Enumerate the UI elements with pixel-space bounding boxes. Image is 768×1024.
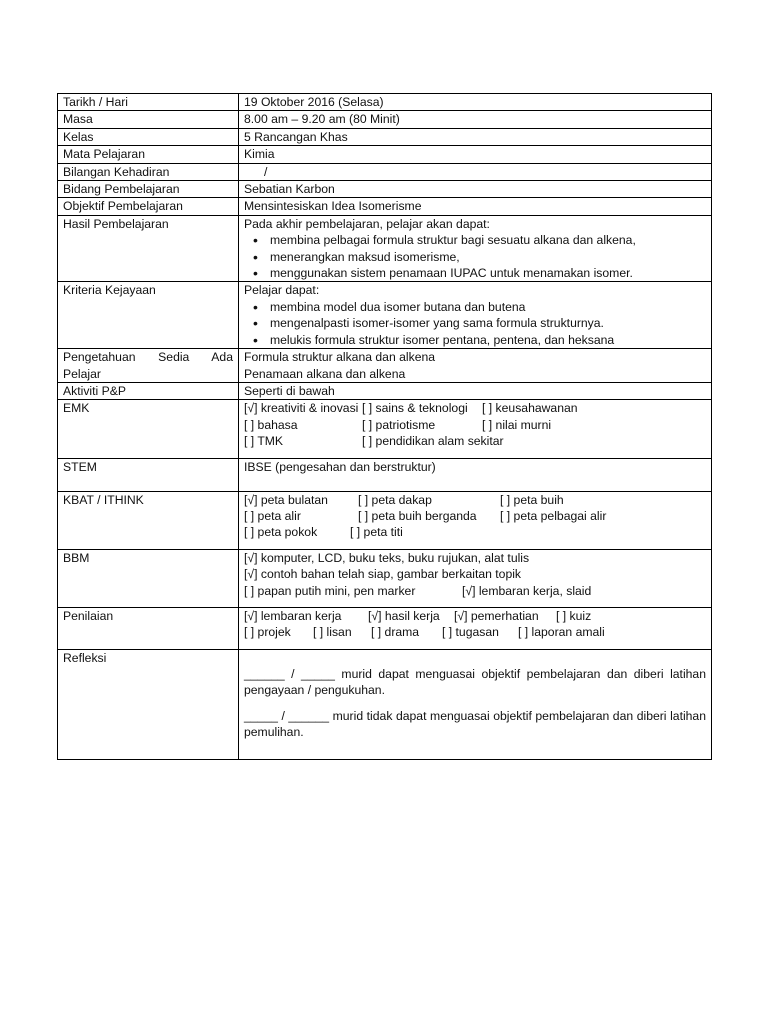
bbm-option-checked: [√] lembaran kerja, slaid bbox=[462, 583, 592, 598]
kbat-option: [ ] peta pokok bbox=[244, 525, 318, 540]
penilaian-option: [ ] tugasan bbox=[442, 625, 499, 640]
row-bidang bbox=[58, 181, 712, 198]
value-penilaian bbox=[239, 607, 712, 649]
kriteria-bullet: • melukis formula struktur isomer pentana, pentena, dan heksana bbox=[244, 332, 706, 348]
kriteria-bullet: • mengenalpasti isomer-isomer yang sama formula strukturnya. bbox=[244, 315, 706, 331]
kbat-option: [ ] peta dakap bbox=[358, 492, 432, 507]
row-kbat bbox=[58, 491, 712, 549]
label-kelas: Kelas bbox=[58, 128, 239, 145]
pengetahuan-line: Formula struktur alkana dan alkena bbox=[244, 350, 436, 365]
emk-option-checked: [√] kreativiti & inovasi bbox=[244, 401, 359, 416]
row-penilaian bbox=[58, 607, 712, 649]
hasil-intro: Pada akhir pembelajaran, pelajar akan dapat: bbox=[244, 216, 490, 231]
kriteria-intro: Pelajar dapat: bbox=[244, 283, 320, 298]
emk-option: [ ] bahasa bbox=[244, 417, 298, 432]
value-refleksi bbox=[239, 649, 712, 760]
penilaian-option-checked: [√] lembaran kerja bbox=[244, 608, 342, 623]
label-mata-pelajaran: Mata Pelajaran bbox=[58, 146, 239, 163]
row-bilangan-kehadiran bbox=[58, 163, 712, 180]
label-bidang: Bidang Pembelajaran bbox=[58, 181, 239, 198]
kbat-option-checked: [√] peta bulatan bbox=[244, 492, 328, 507]
penilaian-option-checked: [√] hasil kerja bbox=[368, 608, 440, 623]
label-bbm: BBM bbox=[58, 549, 239, 607]
row-mata-pelajaran bbox=[58, 146, 712, 163]
value-bidang: Sebatian Karbon bbox=[239, 181, 712, 198]
refleksi-paragraph-2: _____ / ______ murid tidak dapat menguasai objektif pembelajaran dan diberi latihan pemulihan. bbox=[244, 708, 706, 739]
row-emk bbox=[58, 400, 712, 458]
value-bbm bbox=[239, 549, 712, 607]
penilaian-option: [ ] lisan bbox=[313, 625, 352, 640]
value-objektif: Mensintesiskan Idea Isomerisme bbox=[239, 198, 712, 215]
penilaian-option: [ ] laporan amali bbox=[518, 625, 605, 640]
value-aktiviti: Seperti di bawah bbox=[239, 382, 712, 399]
value-pengetahuan bbox=[239, 349, 712, 383]
attendance-slash: / bbox=[264, 164, 268, 179]
label-refleksi: Refleksi bbox=[58, 649, 239, 760]
emk-option: [ ] TMK bbox=[244, 434, 284, 449]
row-masa bbox=[58, 111, 712, 128]
label-aktiviti: Aktiviti P&P bbox=[58, 382, 239, 399]
penilaian-option-checked: [√] pemerhatian bbox=[454, 608, 539, 623]
label-kbat: KBAT / ITHINK bbox=[58, 491, 239, 549]
row-bbm bbox=[58, 549, 712, 607]
emk-option: [ ] sains & teknologi bbox=[362, 401, 468, 416]
label-masa: Masa bbox=[58, 111, 239, 128]
kriteria-bullet: • membina model dua isomer butana dan butena bbox=[244, 299, 706, 315]
bbm-option-checked: [√] contoh bahan telah siap, gambar berkaitan topik bbox=[244, 567, 522, 582]
row-kriteria bbox=[58, 282, 712, 349]
row-kelas bbox=[58, 128, 712, 145]
kbat-option: [ ] peta buih bbox=[500, 492, 564, 507]
row-refleksi bbox=[58, 649, 712, 760]
label-stem: STEM bbox=[58, 458, 239, 491]
label-penilaian: Penilaian bbox=[58, 607, 239, 649]
emk-option: [ ] nilai murni bbox=[482, 417, 552, 432]
value-bilangan-kehadiran bbox=[239, 163, 712, 180]
hasil-bullet: • membina pelbagai formula struktur bagi sesuatu alkana dan alkena, bbox=[244, 232, 706, 248]
row-hasil bbox=[58, 215, 712, 282]
label-bilangan-kehadiran: Bilangan Kehadiran bbox=[58, 163, 239, 180]
label-emk: EMK bbox=[58, 400, 239, 458]
penilaian-option: [ ] kuiz bbox=[556, 608, 592, 623]
bbm-option: [ ] papan putih mini, pen marker bbox=[244, 583, 416, 598]
kbat-option: [ ] peta pelbagai alir bbox=[500, 508, 607, 523]
row-tarikh bbox=[58, 94, 712, 111]
kbat-option: [ ] peta buih berganda bbox=[358, 508, 477, 523]
kbat-option: [ ] peta titi bbox=[350, 525, 403, 540]
pengetahuan-line: Penamaan alkana dan alkena bbox=[244, 366, 406, 381]
value-hasil bbox=[239, 215, 712, 282]
value-stem: IBSE (pengesahan dan berstruktur) bbox=[239, 458, 712, 491]
value-kbat bbox=[239, 491, 712, 549]
label-kriteria: Kriteria Kejayaan bbox=[58, 282, 239, 349]
kbat-option: [ ] peta alir bbox=[244, 508, 301, 523]
row-aktiviti bbox=[58, 382, 712, 399]
bbm-line bbox=[244, 583, 706, 599]
penilaian-option: [ ] drama bbox=[371, 625, 420, 640]
refleksi-paragraph-1: ______ / _____ murid dapat menguasai objektif pembelajaran dan diberi latihan pengayaan / pengukuhan. bbox=[244, 666, 706, 698]
value-kriteria bbox=[239, 282, 712, 349]
lesson-plan-table bbox=[57, 93, 712, 760]
bbm-option-checked: [√] komputer, LCD, buku teks, buku rujukan, alat tulis bbox=[244, 550, 530, 565]
row-pengetahuan bbox=[58, 349, 712, 383]
label-hasil: Hasil Pembelajaran bbox=[58, 215, 239, 282]
hasil-bullet: • menerangkan maksud isomerisme, bbox=[244, 249, 706, 265]
value-emk bbox=[239, 400, 712, 458]
label-objektif: Objektif Pembelajaran bbox=[58, 198, 239, 215]
label-pengetahuan: Pengetahuan Sedia Ada Pelajar bbox=[58, 349, 239, 383]
emk-options bbox=[244, 400, 706, 449]
hasil-bullet: • menggunakan sistem penamaan IUPAC untuk menamakan isomer. bbox=[244, 265, 706, 281]
penilaian-option: [ ] projek bbox=[244, 625, 291, 640]
penilaian-line bbox=[244, 624, 706, 640]
penilaian-line bbox=[244, 608, 706, 624]
row-stem bbox=[58, 458, 712, 491]
row-objektif bbox=[58, 198, 712, 215]
emk-option: [ ] keusahawanan bbox=[482, 401, 578, 416]
value-kelas: 5 Rancangan Khas bbox=[239, 128, 712, 145]
value-tarikh: 19 Oktober 2016 (Selasa) bbox=[239, 94, 712, 111]
label-tarikh: Tarikh / Hari bbox=[58, 94, 239, 111]
emk-option: [ ] pendidikan alam sekitar bbox=[362, 434, 504, 449]
value-mata-pelajaran: Kimia bbox=[239, 146, 712, 163]
kbat-options bbox=[244, 492, 706, 541]
value-masa: 8.00 am – 9.20 am (80 Minit) bbox=[239, 111, 712, 128]
emk-option: [ ] patriotisme bbox=[362, 417, 436, 432]
